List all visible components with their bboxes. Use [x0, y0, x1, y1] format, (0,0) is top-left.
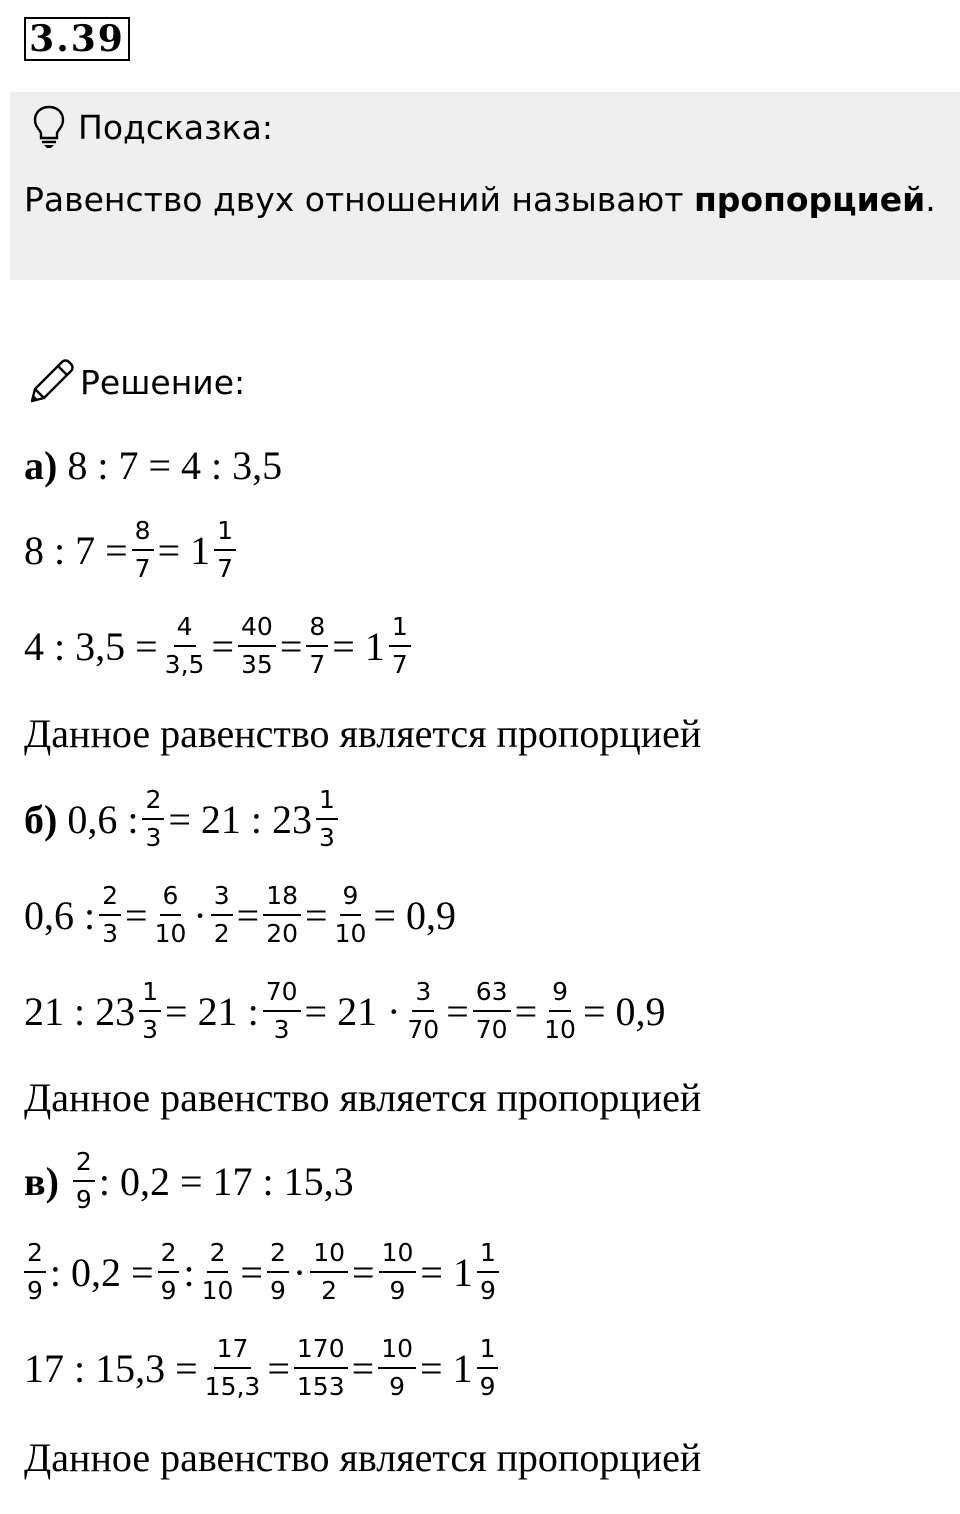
- lightbulb-icon: [32, 105, 66, 149]
- part-b-statement: б) 0,6 : $\frac{2}{3}$ = 21 : 23 $\frac{1}{3}$: [24, 779, 342, 859]
- fraction: $\frac{2}{9}$: [73, 1148, 95, 1214]
- fraction: $\frac{10}{9}$: [379, 1239, 417, 1305]
- pencil-icon: [26, 357, 74, 407]
- hint-box: [10, 92, 960, 280]
- part-b-line-1: 0,6 : $\frac{2}{3}$ = $\frac{6}{10}$ · $\frac{3}{2}$ = $\frac{18}{20}$ = $\frac{9}{10}$ = 0,9: [24, 881, 456, 948]
- solution-title: Решение:: [80, 362, 246, 402]
- hint-bold-term: пропорцией: [693, 180, 926, 219]
- fraction: $\frac{1}{7}$: [389, 613, 411, 679]
- part-c-conclusion: Данное равенство является пропорцией: [24, 1434, 702, 1480]
- solution-header: [26, 357, 245, 407]
- hint-header: [32, 105, 273, 149]
- fraction: $\frac{10}{2}$: [310, 1239, 348, 1305]
- part-c-line-1: $\frac{2}{9}$ : 0,2 = $\frac{2}{9}$ : $\frac{2}{10}$ = $\frac{2}{9}$ · $\frac{10}{2}$ = $\frac{10}{9}$ = 1 $\frac{1}{9}$: [24, 1232, 503, 1312]
- hint-title: Подсказка:: [78, 107, 273, 147]
- part-a-line-1: 8 : 7 = $\frac{8}{7}$ = 1 $\frac{1}{7}$: [24, 510, 240, 590]
- fraction: $\frac{1}{9}$: [477, 1335, 499, 1401]
- part-b-line-2: 21 : 23 $\frac{1}{3}$ = 21 : $\frac{70}{3}$ = 21 · $\frac{3}{70}$ = $\frac{63}{70}$ = $\frac{9}{10}$ = 0,9: [24, 977, 666, 1044]
- fraction: $\frac{2}{9}$: [24, 1239, 46, 1305]
- fraction: $\frac{2}{10}$: [201, 1238, 234, 1305]
- fraction: $\frac{2}{9}$: [158, 1239, 180, 1305]
- fraction: $\frac{4}{3,5}$: [164, 612, 205, 679]
- fraction: $\frac{9}{10}$: [334, 881, 367, 948]
- fraction: $\frac{3}{2}$: [211, 882, 233, 948]
- fraction: $\frac{40}{35}$: [238, 613, 276, 679]
- part-a-line-2: 4 : 3,5 = $\frac{4}{3,5}$ = $\frac{40}{35}$ = $\frac{8}{7}$ = 1 $\frac{1}{7}$: [24, 606, 415, 686]
- hint-text: Равенство двух отношений называют пропорцией.: [24, 180, 936, 219]
- part-c-statement: в) $\frac{2}{9}$ : 0,2 = 17 : 15,3: [24, 1147, 354, 1214]
- fraction: $\frac{2}{3}$: [99, 882, 121, 948]
- fraction: $\frac{1}{7}$: [214, 517, 236, 583]
- part-c-line-2: 17 : 15,3 = $\frac{17}{15,3}$ = $\frac{170}{153}$ = $\frac{10}{9}$ = 1 $\frac{1}{9}$: [24, 1328, 502, 1408]
- fraction: $\frac{170}{153}$: [294, 1335, 348, 1401]
- fraction: $\frac{10}{9}$: [378, 1335, 416, 1401]
- fraction: $\frac{9}{10}$: [544, 977, 576, 1044]
- fraction: $\frac{8}{7}$: [132, 517, 154, 583]
- part-a-conclusion: Данное равенство является пропорцией: [24, 710, 702, 756]
- fraction: $\frac{1}{3}$: [316, 786, 338, 852]
- part-b-conclusion: Данное равенство является пропорцией: [24, 1074, 702, 1120]
- fraction: $\frac{2}{3}$: [142, 786, 164, 852]
- fraction: $\frac{2}{9}$: [267, 1239, 289, 1305]
- fraction: $\frac{63}{70}$: [473, 978, 511, 1044]
- fraction: $\frac{8}{7}$: [306, 613, 328, 679]
- fraction: $\frac{3}{70}$: [407, 977, 440, 1044]
- fraction: $\frac{18}{20}$: [263, 882, 301, 948]
- fraction: $\frac{1}{9}$: [477, 1239, 499, 1305]
- fraction: $\frac{17}{15,3}$: [204, 1334, 261, 1401]
- task-number: 3.39: [24, 17, 130, 61]
- fraction: $\frac{1}{3}$: [139, 978, 161, 1044]
- fraction: $\frac{6}{10}$: [154, 881, 187, 948]
- part-a-statement: а) 8 : 7 = 4 : 3,5: [24, 442, 283, 488]
- fraction: $\frac{70}{3}$: [263, 978, 301, 1044]
